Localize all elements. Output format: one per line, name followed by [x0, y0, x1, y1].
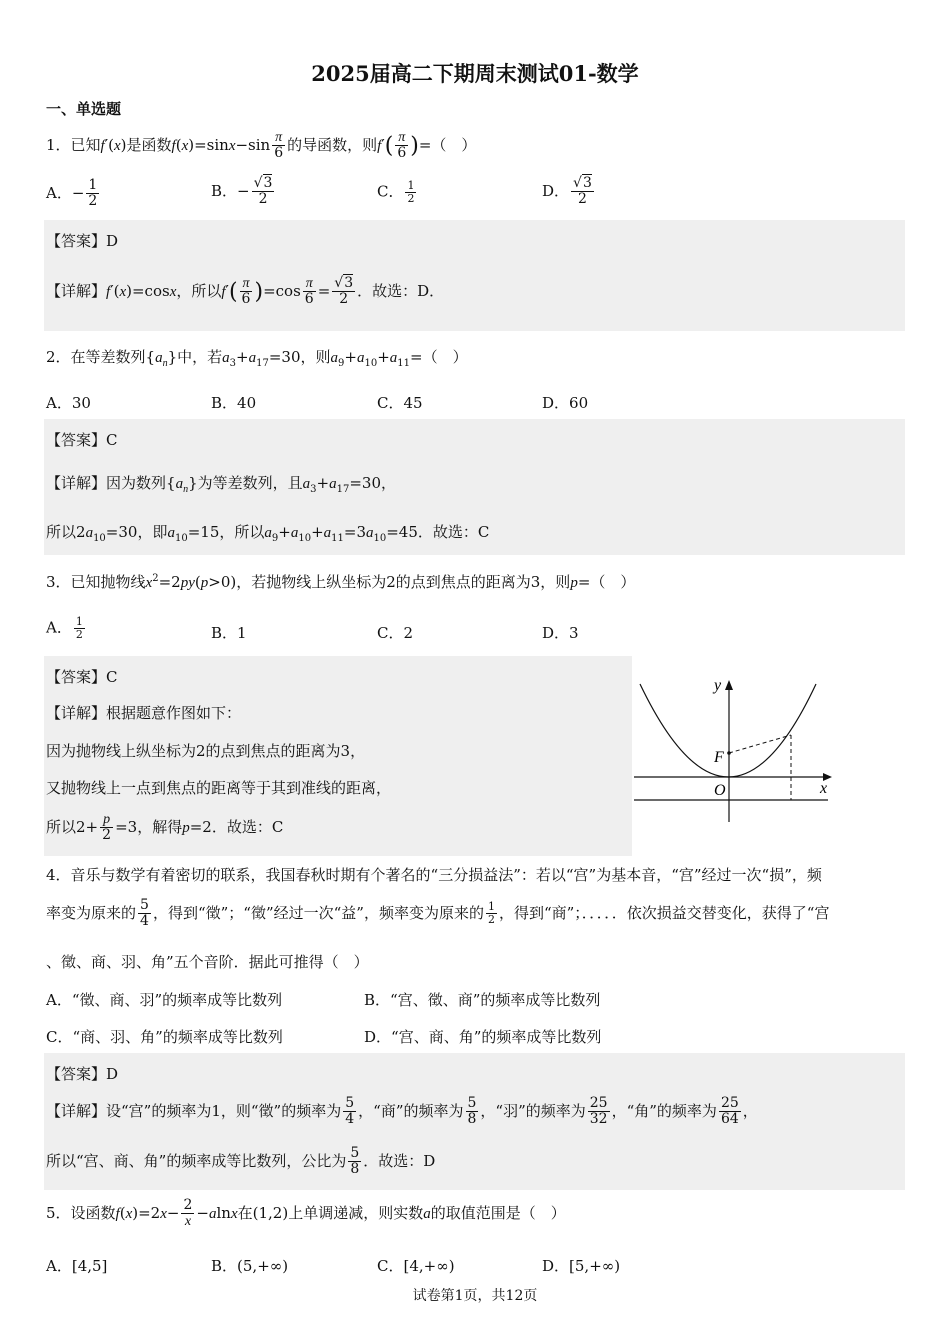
q2-detail-line1: 【详解】因为数列$\{a_n\}$为等差数列，且$a_3+a_{17}=30$，	[46, 474, 396, 495]
question-4-line2: 率变为原来的 $\frac{5}{4}$ ，得到“徵”；“徵”经过一次“益”，频率变为原来的 $\frac{1}{2}$ ，得到“商”；．．．．．依次损益交替变化，获得了“宫	[46, 897, 830, 930]
q2-answer: 【答案】C	[46, 431, 118, 449]
q3-option-d: D．3	[542, 624, 579, 642]
q2-option-c: C．45	[377, 394, 423, 412]
q4-detail-line2: 所以“宫、商、角”的频率成等比数列，公比为 $\frac{5}{8}$ ．故选：D	[46, 1145, 436, 1178]
q2-option-a: A．30	[46, 394, 91, 412]
section-heading: 一、单选题	[46, 100, 122, 118]
parabola-curve	[640, 684, 816, 777]
q1-option-c: C． $\frac{1}{2}$	[377, 179, 415, 206]
q5-option-c: C．[4,+∞)	[377, 1257, 455, 1275]
q3-detail-line4: 所以2+ $\frac{p}{2}$ =3，解得p=2．故选：C	[46, 812, 284, 844]
label-origin: O	[714, 782, 726, 799]
label-y: y	[714, 677, 722, 694]
q3-option-a: A． $\frac{1}{2}$	[46, 615, 83, 642]
q4-detail-line1: 【详解】设“宫”的频率为1，则“徵”的频率为 $\frac{5}{4}$ ，“商”的频率为 $\frac{5}{8}$ ，“羽”的频率为 $\frac{25}{32}$ ，“角”的频率为 $\frac{25}{64}$ ，	[46, 1095, 758, 1128]
q1-detail: 【详解】f′(x)=cosx，所以f′( $\frac{\pi}{6}$ )=cos $\frac{\pi}{6}$ = $\frac{√3}{2}$ ．故选：D．	[46, 275, 445, 308]
focus-point	[727, 751, 731, 755]
question-2-stem: 2．在等差数列$\{a_n\}$中，若$a_3+a_{17}=30$，则$a_9+a_{10}+a_{11}=$（ ）	[46, 348, 468, 369]
q3-detail-line1: 【详解】根据题意作图如下：	[46, 704, 242, 722]
q3-answer: 【答案】C	[46, 668, 118, 686]
question-4-line3: 、徵、商、羽、角”五个音阶．据此可推得（ ）	[46, 953, 369, 971]
q1-option-d: D． $\frac{√3}{2}$	[542, 175, 592, 208]
q2-detail-line2: 所以$2a_{10}=30$，即$a_{10}=15$，所以$a_9+a_{10}+a_{11}=3a_{10}=45$．故选：C	[46, 523, 490, 544]
q4-answer: 【答案】D	[46, 1065, 119, 1083]
q4-option-d: D．“宫、商、角”的频率成等比数列	[364, 1028, 602, 1046]
label-x: x	[820, 780, 828, 797]
q5-option-b: B．(5,+∞)	[211, 1257, 289, 1275]
page-footer: 试卷第1页，共12页	[412, 1288, 538, 1304]
q5-option-d: D．[5,+∞)	[542, 1257, 621, 1275]
q1-option-b: B．− $\frac{√3}{2}$	[211, 175, 273, 208]
parabola-diagram	[632, 672, 842, 832]
question-4-line1: 4．音乐与数学有着密切的联系，我国春秋时期有个著名的“三分损益法”：若以“宫”为基本音，“宫”经过一次“损”，频	[46, 866, 822, 884]
y-axis-arrow	[725, 680, 733, 690]
q3-option-b: B．1	[211, 624, 247, 642]
q1-option-a: A．− $\frac{1}{2}$	[46, 177, 98, 210]
question-3-stem: 3．已知抛物线$x^2=2py(p>0)$，若抛物线上纵坐标为2的点到焦点的距离为3，则p=（ ）	[46, 573, 636, 591]
q2-option-b: B．40	[211, 394, 257, 412]
q1-answer: 【答案】D	[46, 232, 119, 250]
q4-option-b: B．“宫、徵、商”的频率成等比数列	[364, 991, 601, 1009]
q3-detail-line3: 又抛物线上一点到焦点的距离等于其到准线的距离，	[46, 779, 392, 797]
q5-option-a: A．[4,5]	[46, 1257, 108, 1275]
q2-option-d: D．60	[542, 394, 589, 412]
label-focus: F	[714, 749, 724, 766]
page-title: 2025届高二下期周末测试01-数学	[311, 61, 639, 86]
q4-option-a: A．“徵、商、羽”的频率成等比数列	[46, 991, 283, 1009]
question-1-stem: 1．已知f′(x)是函数f(x)=sinx−sin $\frac{\pi}{6}$ 的导函数，则f′( $\frac{\pi}{6}$ )=（ ）	[46, 130, 477, 162]
question-5-stem: 5．设函数f(x)=2x− $\frac{2}{x}$ −alnx在(1,2)上单调递减，则实数a的取值范围是（ ）	[46, 1197, 566, 1230]
q3-detail-line2: 因为抛物线上纵坐标为2的点到焦点的距离为3，	[46, 742, 366, 760]
q3-option-c: C．2	[377, 624, 414, 642]
q4-option-c: C．“商、羽、角”的频率成等比数列	[46, 1028, 283, 1046]
focus-to-point-dashed	[729, 735, 791, 753]
